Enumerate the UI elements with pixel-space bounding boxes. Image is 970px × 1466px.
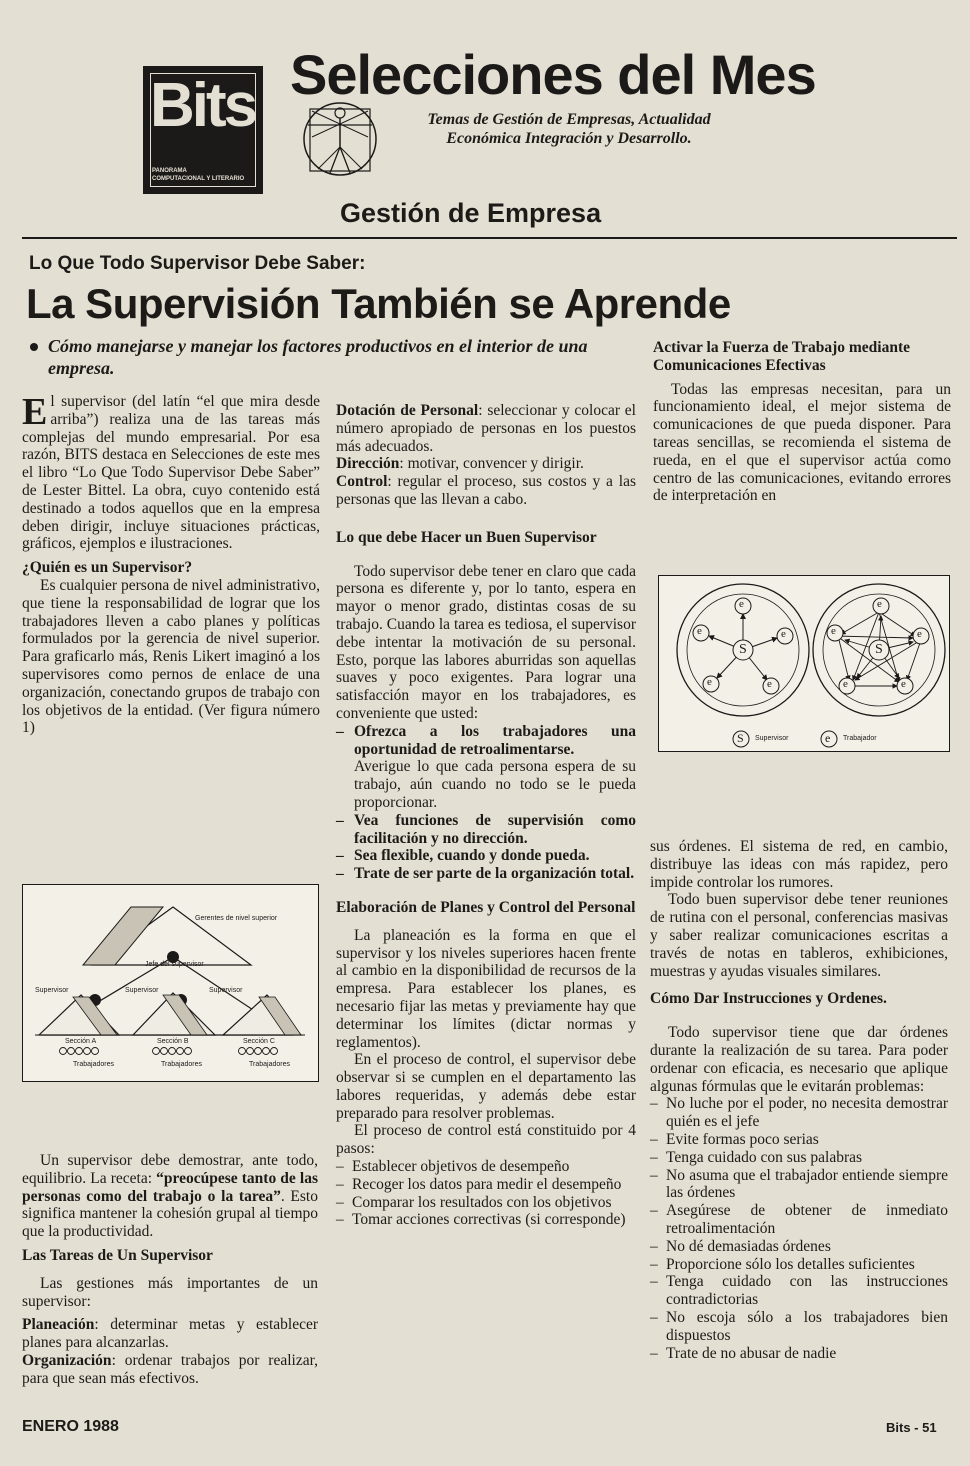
worker-node: e [707,676,712,688]
task-direccion: Dirección: motivar, convencer y dirigir. [336,455,584,473]
label-workers-b: Trabajadores [161,1061,202,1068]
network-supervisor-node: S [875,642,883,657]
worker-node: e [831,625,836,637]
legend-worker-symbol: e [825,731,831,745]
paragraph-planes-3: El proceso de control está constituido por 4 pasos: [336,1122,636,1158]
bits-logo [143,66,263,194]
heading-planes: Elaboración de Planes y Control del Personal [336,898,636,916]
worker-node: e [767,678,772,690]
wheel-supervisor-node: S [739,642,747,657]
worker-node: e [901,678,906,690]
list-item: – Tomar acciones correctivas (si corresponde) [336,1211,636,1229]
paragraph-equilibrio: Un supervisor debe demostrar, ante todo, equilibrio. La receta: “preocúpese tanto de las personas como del trabajo o la tarea”. Esto significa mantener la cohesión grupal al tiempo que la productividad. [22,1152,318,1241]
article-lead: Cómo manejarse y manejar los factores productivos en el interior de una empresa. [28,335,638,379]
label-supervisor-boss: Jefe del supervisor [145,961,204,968]
paragraph-planes-2: En el proceso de control, el supervisor debe observar si se cumplen en el departamento las labores requeridas, y además debe estar preparado para resolver problemas. [336,1051,636,1122]
section-divider [22,237,957,239]
masthead-title: Selecciones del Mes [290,43,816,106]
label-section-b: Sección B [157,1038,189,1045]
list-item: – No asuma que el trabajador entiende siempre las órdenes [650,1167,948,1203]
bullet-icon [30,343,38,351]
legend-supervisor-label: Supervisor [755,735,789,742]
list-item: – Establecer objetivos de desempeño [336,1158,636,1176]
column-1-bottom [22,1152,318,1388]
label-workers-c: Trabajadores [249,1061,290,1068]
figure-likert-linking-pins [22,884,319,1082]
article-kicker: Lo Que Todo Supervisor Debe Saber: [29,253,366,274]
logo-word: Bits [150,71,256,140]
masthead-subtitle: Temas de Gestión de Empresas, Actualidad Económica Integración y Desarrollo. [427,111,711,147]
list-item: – Tenga cuidado con sus palabras [650,1149,948,1167]
paragraph-reuniones: Todo buen supervisor debe tener reuniones de rutina con el personal, conferencias masivas y saber realizar comunicaciones escritas a través de notas en tableros, exhibiciones, muestras y ayudas visuales similares. [650,891,948,980]
worker-node: e [697,625,702,637]
article-headline: La Supervisión También se Aprende [26,280,731,327]
legend-worker-label: Trabajador [843,735,877,742]
list-item: – Trate de ser parte de la organización total. [336,865,636,883]
list-item: – Sea flexible, cuando y donde pueda. [336,847,636,865]
label-section-c: Sección C [243,1038,275,1045]
vitruvian-man-icon [300,97,380,181]
intro-paragraph: El supervisor (del latín “el que mira desde arriba”) realiza una de las tareas más complejas del mundo empresarial. Por esa razón, BITS destaca en Selecciones de este mes el libro “Lo Que Todo Supervisor Debe Saber” de Lester Bittel. La obra, cuyo contenido está destinado a todos aquellos que en la empresa deben dirigir, incluye situaciones prácticas, gráficos, ejemplos e ilustraciones. [22,391,320,553]
list-item: – No dé demasiadas órdenes [650,1238,948,1256]
column-1-top [22,393,320,737]
task-dotacion: Dotación de Personal: seleccionar y colocar el número apropiado de personas en los puestos más adecuados. [336,402,636,455]
label-workers-a: Trabajadores [73,1061,114,1068]
paragraph-planes-1: La planeación es la forma en que el supervisor y los niveles superiores hacen frente al cambio en la disponibilidad de recursos de la empresa. Para establecer los planes, es necesario fijar las metas y previamente hay que determinar los límites (dictar normas y reglamentos). [336,926,636,1051]
heading-tareas: Las Tareas de Un Supervisor [22,1246,213,1264]
wheel-and-network-diagram [659,576,948,750]
worker-node: e [877,598,882,610]
list-item: – Asegúrese de obtener de inmediato retroalimentación [650,1202,948,1238]
paragraph-activar: Todas las empresas necesitan, para un funcionamiento ideal, el mejor sistema de comunicaciones de que pueda disponer. Para tareas sencillas, se recomienda el sistema de rueda, en el que el supervisor actúa como centro de las comunicaciones, evitando errores de interpretación en [653,380,951,505]
list-item: – Comparar los resultados con los objetivos [336,1194,636,1212]
worker-node: e [917,628,922,640]
orders-tips-list [650,1095,948,1362]
paragraph-quien: Es cualquier persona de nivel administrativo, que tiene la responsabilidad de lograr que los trabajadores lleven a cabo planes y políticas formulados por la gerencia de nivel superior. Para graficarlo más, Renis Likert imaginó a los supervisores como pernos de enlace de una organización, conectando grupos de trabajo con los objetivos de la entidad. (Ver figura número 1) [22,576,320,737]
heading-quien: ¿Quién es un Supervisor? [22,559,193,577]
control-steps-list [336,1158,636,1229]
legend-supervisor-symbol: S [737,731,744,745]
list-item: – Trate de no abusar de nadie [650,1345,948,1363]
label-supervisor-c: Supervisor [209,987,243,994]
section-name: Gestión de Empresa [340,198,602,228]
label-section-a: Sección A [65,1038,97,1045]
label-supervisor-a: Supervisor [35,987,69,994]
page-number: Bits - 51 [886,1420,937,1435]
column-2 [336,402,636,1229]
task-organizacion: Organización: ordenar trabajos por realizar, para que sean más efectivos. [22,1351,318,1387]
issue-date: ENERO 1988 [22,1418,119,1435]
task-control: Control: regular el proceso, sus costos y a las personas que las llevan a cabo. [336,473,636,508]
worker-node: e [739,598,744,610]
drop-cap: E [22,391,48,433]
heading-activar: Activar la Fuerza de Trabajo mediante Comunicaciones Efectivas [653,339,910,374]
list-item: – Ofrezca a los trabajadores una oportunidad de retroalimentarse. Averigue lo que cada persona espera de su trabajo, aún cuando no todo se le pueda proporcionar. [336,723,636,812]
list-item: – No luche por el poder, no necesita demostrar quién es el jefe [650,1095,948,1131]
list-item: – Tenga cuidado con las instrucciones contradictorias [650,1273,948,1309]
paragraph-tareas: Las gestiones más importantes de un supervisor: [22,1274,318,1310]
task-planeacion: Planeación: determinar metas y establecer planes para alcanzarlas. [22,1316,318,1352]
column-3-bottom [650,838,948,1362]
figure-communication-networks [658,575,950,752]
label-supervisor-b: Supervisor [125,987,159,994]
paragraph-buen-supervisor: Todo supervisor debe tener en claro que cada persona es diferente y, por lo tanto, espera en mayor o menor grado, distintas cosas de su trabajo. Cuando la tarea es tediosa, el supervisor debe intentar la motivación de su personal. Esto, porque las labores aburridas son aquellas suaves y poco exigentes. Para lograr una satisfacción mayor en los trabajadores, es conveniente que usted: [336,562,636,722]
column-3-top [653,339,951,505]
heading-buen-supervisor: Lo que debe Hacer un Buen Supervisor [336,528,597,546]
paragraph-ordenes: Todo supervisor tiene que dar órdenes durante la realización de su tarea. Para poder ordenar con eficacia, es necesario que aplique algunas fórmulas que le evitarán problemas: [650,1024,948,1095]
paragraph-red-cont: sus órdenes. El sistema de red, en cambio, distribuye las ideas con más rapidez, pero impide controlar los rumores. [650,838,948,891]
worker-node: e [843,678,848,690]
heading-ordenes: Cómo Dar Instrucciones y Ordenes. [650,990,887,1008]
label-top-managers: Gerentes de nivel superior [195,915,278,922]
worker-node: e [781,628,786,640]
list-item: – No escoja sólo a los trabajadores bien dispuestos [650,1309,948,1345]
list-item: – Proporcione sólo los detalles suficientes [650,1256,948,1274]
list-item: – Recoger los datos para medir el desempeño [336,1176,636,1194]
supervisor-advice-list [336,723,636,883]
list-item: – Vea funciones de supervisión como facilitación y no dirección. [336,812,636,848]
logo-subtitle: PANORAMA COMPUTACIONAL Y LITERARIO [152,168,245,182]
list-item: – Evite formas poco serias [650,1131,948,1149]
